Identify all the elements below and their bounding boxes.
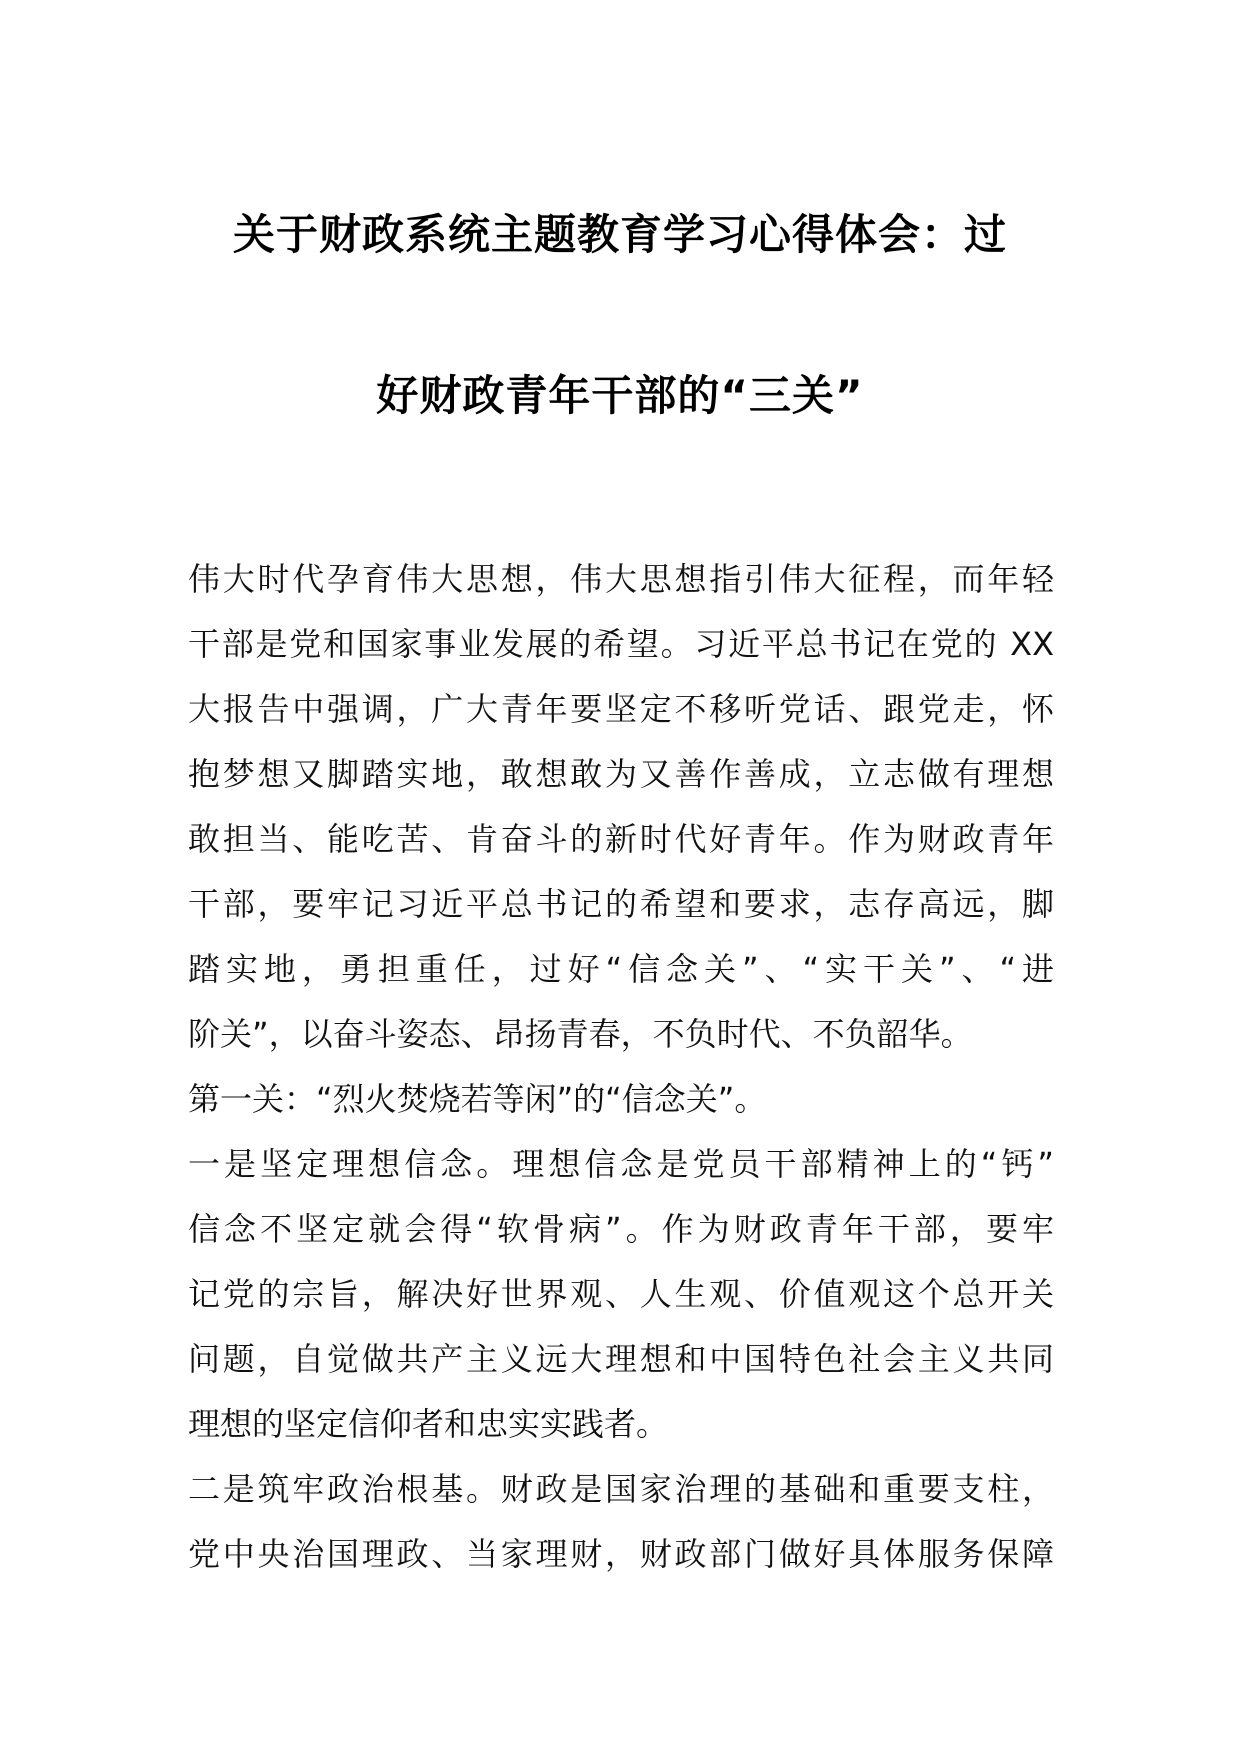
body-line: 问题，自觉做共产主义远大理想和中国特色社会主义共同 xyxy=(188,1340,1054,1378)
section-heading: 第一关：“烈火焚烧若等闲”的“信念关”。 xyxy=(188,1080,767,1118)
body-line: 敢担当、能吃苦、肯奋斗的新时代好青年。作为财政青年 xyxy=(188,820,1054,858)
body-line: 信念不坚定就会得“软骨病”。作为财政青年干部，要牢 xyxy=(188,1210,1054,1248)
body-line: 大报告中强调，广大青年要坚定不移听党话、跟党走，怀 xyxy=(188,690,1054,728)
body-line: 抱梦想又脚踏实地，敢想敢为又善作善成，立志做有理想 xyxy=(188,755,1054,793)
body-line: 踏实地，勇担重任，过好“信念关”、“实干关”、“进 xyxy=(188,950,1054,988)
body-line: 记党的宗旨，解决好世界观、人生观、价值观这个总开关 xyxy=(188,1275,1054,1313)
body-line: 干部是党和国家事业发展的希望。习近平总书记在党的 XX xyxy=(188,625,1054,663)
body-line: 一是坚定理想信念。理想信念是党员干部精神上的“钙” xyxy=(188,1145,1054,1183)
document-title-line-2: 好财政青年干部的“三关” xyxy=(376,371,864,420)
document-body xyxy=(188,547,1054,1587)
body-line: 理想的坚定信仰者和忠实实践者。 xyxy=(188,1405,669,1443)
body-line: 二是筑牢政治根基。财政是国家治理的基础和重要支柱， xyxy=(188,1470,1054,1508)
body-line: 干部，要牢记习近平总书记的希望和要求，志存高远，脚 xyxy=(188,885,1054,923)
document-title-line-1: 关于财政系统主题教育学习心得体会：过 xyxy=(232,210,1007,259)
body-line: 阶关”，以奋斗姿态、昂扬青春，不负时代、不负韶华。 xyxy=(188,1015,973,1053)
body-line: 党中央治国理政、当家理财，财政部门做好具体服务保障 xyxy=(188,1535,1054,1573)
body-line: 伟大时代孕育伟大思想，伟大思想指引伟大征程，而年轻 xyxy=(188,560,1054,598)
